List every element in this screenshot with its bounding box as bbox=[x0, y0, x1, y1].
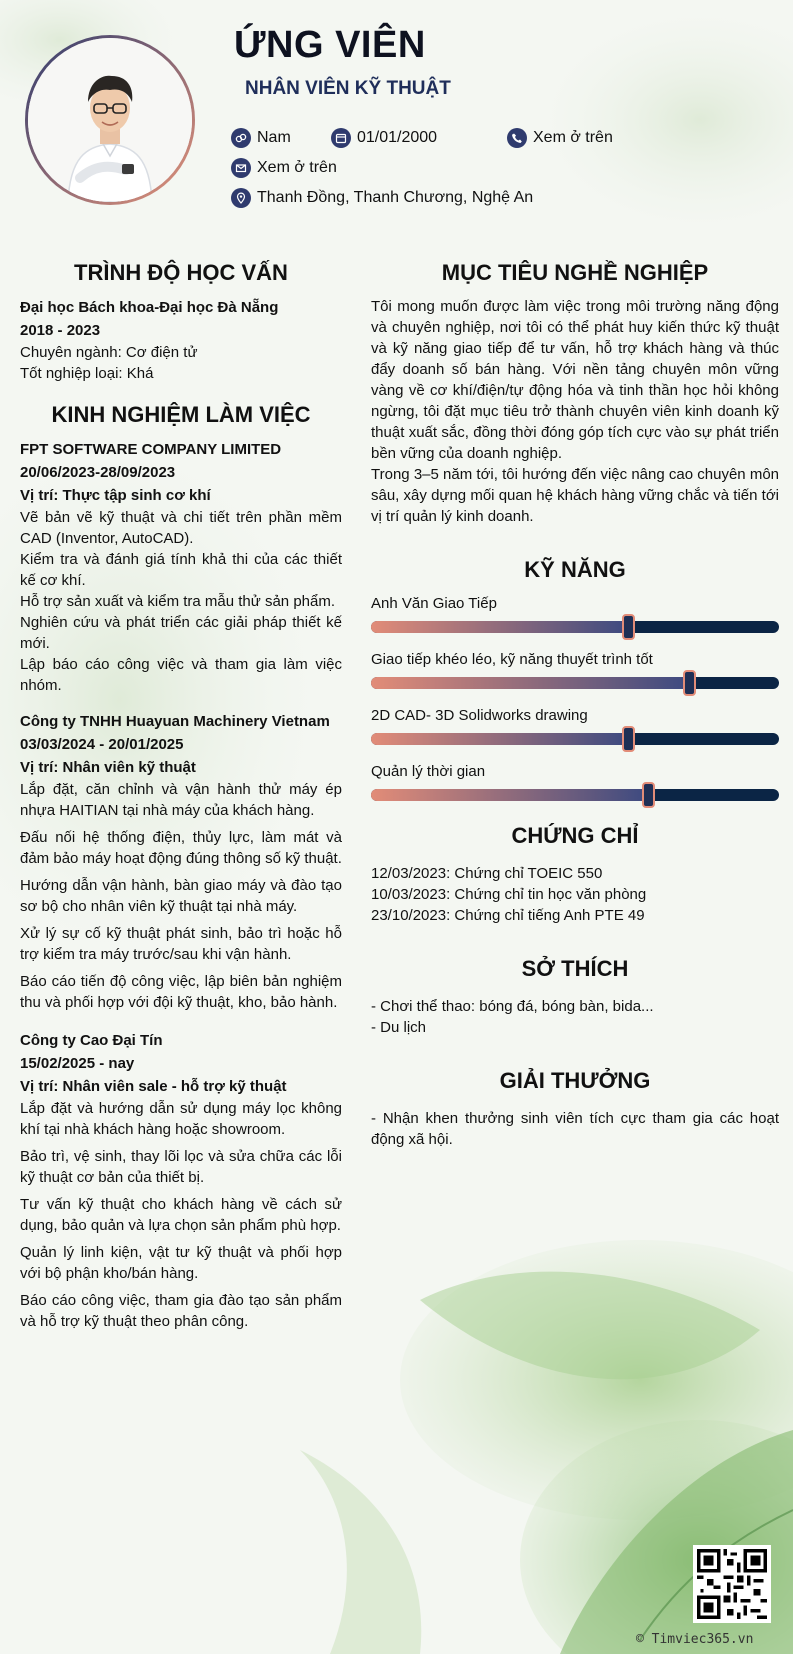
job-detail: Báo cáo tiến độ công việc, lập biên bản nghiệm thu và phối hợp với đội kỹ thuật, kho, bảo hành. bbox=[20, 973, 342, 1011]
job-period: 03/03/2024 - 20/01/2025 bbox=[20, 736, 184, 753]
job-detail: Kiểm tra và đánh giá tính khả thi của các thiết kế cơ khí. bbox=[20, 551, 342, 589]
certificates-section bbox=[371, 823, 779, 926]
education-section bbox=[20, 260, 342, 384]
skill-track bbox=[371, 789, 779, 801]
job-position: Vị trí: Nhân viên sale - hỗ trợ kỹ thuật bbox=[20, 1078, 287, 1095]
skill-knob bbox=[622, 614, 635, 640]
certificate-item: 12/03/2023: Chứng chỉ TOEIC 550 bbox=[371, 865, 603, 882]
phone-value: Xem ở trên bbox=[533, 129, 613, 146]
job-detail: Quản lý linh kiện, vật tư kỹ thuật và phối hợp với bộ phận kho/bán hàng. bbox=[20, 1244, 342, 1282]
certificate-item: 23/10/2023: Chứng chỉ tiếng Anh PTE 49 bbox=[371, 907, 645, 924]
skill-name: Anh Văn Giao Tiếp bbox=[371, 595, 497, 612]
experience-section bbox=[20, 402, 342, 1332]
skill-track bbox=[371, 677, 779, 689]
skill-fill bbox=[371, 733, 628, 745]
gender-info bbox=[231, 128, 291, 148]
phone-icon bbox=[507, 128, 527, 148]
avatar bbox=[25, 35, 195, 205]
job-period: 20/06/2023-28/09/2023 bbox=[20, 464, 176, 481]
hobbies-title: SỞ THÍCH bbox=[521, 956, 629, 981]
job-company: Công ty Cao Đại Tín bbox=[20, 1032, 163, 1049]
job-position: Vị trí: Thực tập sinh cơ khí bbox=[20, 487, 211, 504]
skill-name: 2D CAD- 3D Solidworks drawing bbox=[371, 707, 588, 724]
job-detail: Tư vấn kỹ thuật cho khách hàng về cách sử dụng, bảo quản và lựa chọn sản phẩm phù hợp. bbox=[20, 1196, 342, 1234]
objective-paragraph: Trong 3–5 năm tới, tôi hướng đến việc nâng cao chuyên môn sâu, xây dựng mối quan hệ khách hàng vững chắc và tiến tới vị trí quản lý kinh doanh. bbox=[371, 466, 779, 525]
skill-knob bbox=[683, 670, 696, 696]
education-major: Chuyên ngành: Cơ điện tử bbox=[20, 344, 198, 361]
skill-item bbox=[371, 593, 779, 633]
job-detail: Lập báo cáo công việc và tham gia làm việc nhóm. bbox=[20, 656, 342, 694]
address-info bbox=[231, 188, 533, 208]
skill-fill bbox=[371, 677, 689, 689]
job-detail: Lắp đặt và hướng dẫn sử dụng máy lọc không khí tại nhà khách hàng hoặc showroom. bbox=[20, 1100, 342, 1138]
right-column bbox=[371, 260, 779, 1150]
skill-name: Quản lý thời gian bbox=[371, 763, 486, 780]
skill-knob bbox=[622, 726, 635, 752]
email-icon bbox=[231, 158, 251, 178]
email-info bbox=[231, 158, 337, 178]
skills-title: KỸ NĂNG bbox=[524, 557, 626, 582]
hobby-item: - Chơi thể thao: bóng đá, bóng bàn, bida... bbox=[371, 998, 654, 1015]
birthday-info bbox=[331, 128, 437, 148]
job-title: NHÂN VIÊN KỸ THUẬT bbox=[245, 78, 451, 99]
job-detail: Nghiên cứu và phát triển các giải pháp thiết kế mới. bbox=[20, 614, 342, 652]
job-entry bbox=[20, 710, 342, 1013]
job-detail: Vẽ bản vẽ kỹ thuật và chi tiết trên phần mềm CAD (Inventor, AutoCAD). bbox=[20, 509, 342, 547]
job-company: FPT SOFTWARE COMPANY LIMITED bbox=[20, 441, 282, 458]
skill-fill bbox=[371, 789, 648, 801]
candidate-name: ỨNG VIÊN bbox=[234, 24, 426, 66]
hobbies-section bbox=[371, 956, 779, 1038]
email-value: Xem ở trên bbox=[257, 159, 337, 176]
copyright-text: © Timviec365.vn bbox=[636, 1632, 754, 1647]
job-detail: Xử lý sự cố kỹ thuật phát sinh, bảo trì hoặc hỗ trợ kiểm tra máy trước/sau khi vận hành. bbox=[20, 925, 342, 963]
qr-code-icon bbox=[697, 1549, 767, 1619]
job-detail: Hỗ trợ sản xuất và kiểm tra mẫu thử sản phẩm. bbox=[20, 593, 336, 610]
awards-section bbox=[371, 1068, 779, 1150]
job-period: 15/02/2025 - nay bbox=[20, 1055, 135, 1072]
certificate-item: 10/03/2023: Chứng chỉ tin học văn phòng bbox=[371, 886, 647, 903]
skills-section bbox=[371, 557, 779, 801]
skill-name: Giao tiếp khéo léo, kỹ năng thuyết trình tốt bbox=[371, 651, 653, 668]
job-entry bbox=[20, 438, 342, 696]
job-entry bbox=[20, 1029, 342, 1332]
phone-info bbox=[507, 128, 613, 148]
gender-value: Nam bbox=[257, 129, 291, 146]
header bbox=[0, 0, 793, 230]
experience-title: KINH NGHIỆM LÀM VIỆC bbox=[51, 402, 311, 427]
address-value: Thanh Đồng, Thanh Chương, Nghệ An bbox=[257, 189, 534, 206]
hobby-item: - Du lịch bbox=[371, 1019, 427, 1036]
job-detail: Hướng dẫn vận hành, bàn giao máy và đào tạo sơ bộ cho nhân viên kỹ thuật tại nhà máy. bbox=[20, 877, 342, 915]
job-detail: Bảo trì, vệ sinh, thay lõi lọc và sửa chữa các lỗi kỹ thuật cơ bản của thiết bị. bbox=[20, 1148, 342, 1186]
education-school: Đại học Bách khoa-Đại học Đà Nẵng bbox=[20, 299, 279, 316]
calendar-icon bbox=[331, 128, 351, 148]
skills-list bbox=[371, 593, 779, 801]
job-company: Công ty TNHH Huayuan Machinery Vietnam bbox=[20, 713, 330, 730]
objective-paragraph: Tôi mong muốn được làm việc trong môi trường năng động và chuyên nghiệp, nơi tôi có thể phát huy kiến thức kỹ thuật và kỹ năng giao tiếp để tư vấn, hỗ trợ khách hàng và thúc đẩy doanh số bán hàng. Với nền tảng chuyên môn vững vàng về cơ khí/điện/tự động hóa và tinh thần học hỏi không ngừng, tôi đặt mục tiêu trở thành chuyên viên kinh doanh kỹ thuật xuất sắc, đồng thời đóng góp tích cực vào sự phát triển bền vững của doanh nghiệp. bbox=[371, 298, 779, 462]
education-title: TRÌNH ĐỘ HỌC VẤN bbox=[74, 260, 288, 285]
education-grade: Tốt nghiệp loại: Khá bbox=[20, 365, 154, 382]
skill-item bbox=[371, 649, 779, 689]
location-pin-icon bbox=[231, 188, 251, 208]
skill-track bbox=[371, 733, 779, 745]
job-detail: Báo cáo công việc, tham gia đào tạo sản phẩm và hỗ trợ kỹ thuật theo phân công. bbox=[20, 1292, 342, 1330]
skill-fill bbox=[371, 621, 628, 633]
job-position: Vị trí: Nhân viên kỹ thuật bbox=[20, 759, 196, 776]
certificates-title: CHỨNG CHỈ bbox=[511, 823, 639, 848]
education-years: 2018 - 2023 bbox=[20, 322, 101, 339]
job-detail: Lắp đặt, căn chỉnh và vận hành thử máy ép nhựa HAITIAN tại nhà máy của khách hàng. bbox=[20, 781, 342, 819]
skill-item bbox=[371, 705, 779, 745]
left-column bbox=[20, 260, 342, 1332]
skill-item bbox=[371, 761, 779, 801]
award-item: - Nhận khen thưởng sinh viên tích cực tham gia các hoạt động xã hội. bbox=[371, 1110, 779, 1148]
birthday-value: 01/01/2000 bbox=[357, 129, 438, 146]
gender-icon bbox=[231, 128, 251, 148]
job-detail: Đấu nối hệ thống điện, thủy lực, làm mát và đảm bảo máy hoạt động đúng thông số kỹ thuật. bbox=[20, 829, 342, 867]
objective-title: MỤC TIÊU NGHỀ NGHIỆP bbox=[441, 260, 709, 285]
skill-track bbox=[371, 621, 779, 633]
person-photo-icon bbox=[28, 38, 192, 202]
objective-section bbox=[371, 260, 779, 527]
skill-knob bbox=[642, 782, 655, 808]
awards-title: GIẢI THƯỞNG bbox=[499, 1068, 651, 1093]
qr-code bbox=[693, 1545, 771, 1623]
